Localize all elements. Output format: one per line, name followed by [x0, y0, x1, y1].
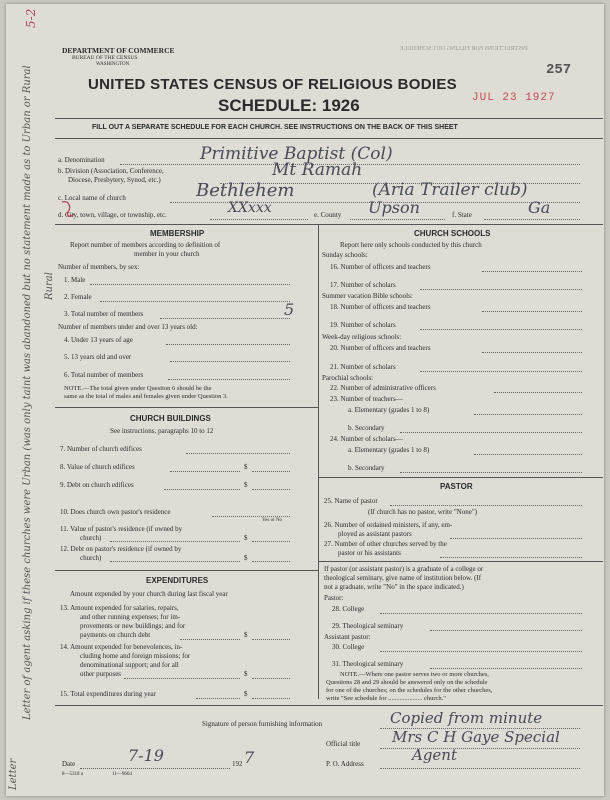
- q24: 24. Number of scholars—: [330, 435, 403, 443]
- q13-line-4: payments on church debt: [80, 631, 151, 639]
- date-value: 7-19: [128, 746, 164, 765]
- schools-heading: CHURCH SCHOOLS: [414, 229, 491, 238]
- q13-line-1: 13. Amount expended for salaries, repairs,: [60, 604, 179, 612]
- q12-debt-2: church): [80, 554, 102, 562]
- q22: 22. Number of administrative officers: [330, 384, 436, 392]
- pastor-note-2: Questions 28 and 29 should be answered only on the schedule: [326, 679, 488, 686]
- membership-note-2: same as the total of males and females given under Question 3.: [64, 393, 228, 400]
- q12-debt: 12. Debt on pastor's residence (if owned by: [60, 545, 182, 553]
- q4-under-13: 4. Under 13 years of age: [64, 336, 133, 344]
- expenditures-heading: EXPENDITURES: [146, 576, 209, 585]
- county-value: Upson: [368, 198, 420, 217]
- q11-value-2: church): [80, 534, 102, 542]
- q13-dollar: $: [244, 631, 248, 639]
- q20: 20. Number of officers and teachers: [330, 344, 431, 352]
- q29: 29. Theological seminary: [332, 622, 404, 630]
- form-title: UNITED STATES CENSUS OF RELIGIOUS BODIES: [88, 76, 457, 93]
- q9-debt: 9. Debt on church edifices: [60, 481, 134, 489]
- official-title-label: Official title: [326, 740, 361, 748]
- q8-value: 8. Value of church edifices: [60, 463, 135, 471]
- pastor-note-4: write "See schedule for ..................... church.": [326, 695, 446, 702]
- instruction-banner: FILL OUT A SEPARATE SCHEDULE FOR EACH CHURCH. SEE INSTRUCTIONS ON THE BACK OF THIS SHEET: [92, 124, 458, 131]
- q14-line-3: denominational support; and for all: [80, 661, 179, 669]
- q25-note: (If church has no pastor, write "None"): [368, 508, 478, 516]
- summer-schools: Summer vacation Bible schools:: [322, 292, 413, 300]
- city-label: WASHINGTON: [96, 62, 130, 67]
- form-subtitle: SCHEDULE: 1926: [218, 96, 360, 115]
- city-field-value: XXxxx: [228, 200, 272, 216]
- po-address-label: P. O. Address: [326, 760, 364, 768]
- local-name-value: Bethlehem: [196, 180, 295, 201]
- q3-total: 3. Total number of members: [64, 310, 144, 318]
- q14-dollar: $: [244, 670, 248, 678]
- local-name-note: (Aria Trailer club): [372, 180, 528, 200]
- q3-total-value: 5: [284, 300, 295, 319]
- assistant-sub-label: Assistant pastor:: [324, 633, 371, 641]
- q2-female: 2. Female: [64, 293, 92, 301]
- division-value: Mt Ramah: [272, 160, 363, 180]
- q8-dollar: $: [244, 463, 248, 471]
- local-name-label: c. Local name of church: [58, 194, 126, 202]
- q14-line-4: other purposes: [80, 670, 122, 678]
- left-margin-note: Letter of agent asking if these churches were Urban (was only taint was abandoned but no statement made as to Urban or Rural: [22, 65, 33, 720]
- q21: 21. Number of scholars: [330, 363, 396, 371]
- q7-edifices: 7. Number of church edifices: [60, 445, 142, 453]
- weekday-schools: Week-day religious schools:: [322, 333, 402, 341]
- graduate-intro-2: theological seminary, give name of institution below. (If: [324, 574, 482, 582]
- form-code-2: 11—9664: [112, 772, 132, 777]
- q19: 19. Number of scholars: [330, 321, 396, 329]
- q13-line-3: provements or new buildings; and for: [80, 622, 186, 630]
- state-value: Ga: [528, 198, 551, 217]
- q27-2: pastor or his assistants: [338, 549, 401, 557]
- buildings-intro: See instructions, paragraphs 10 to 12: [110, 427, 214, 435]
- q15-total: 15. Total expenditures during year: [60, 690, 156, 698]
- q11-value: 11. Value of pastor's residence (if owned by: [60, 525, 183, 533]
- pastor-note: NOTE.—Where one pastor serves two or more churches,: [340, 671, 489, 678]
- q14-line-1: 14. Amount expended for benevolences, in-: [60, 643, 183, 651]
- department-label: DEPARTMENT OF COMMERCE: [62, 46, 175, 55]
- q15-dollar: $: [244, 690, 248, 698]
- reverse-show-through: INSTRUCTIONS FOR FILLING OUT SCHEDULE: [400, 46, 528, 52]
- signature-label: Signature of person furnishing information: [202, 720, 323, 728]
- po-address-value: Agent: [412, 746, 457, 764]
- county-label: e. County: [314, 211, 342, 219]
- expenditures-intro: Amount expended by your church during last fiscal year: [70, 590, 228, 598]
- denomination-label: a. Denomination: [58, 156, 105, 164]
- pastor-note-3: for one of the churches; on the schedules for the other churches,: [326, 687, 493, 694]
- left-margin-note-2: Rural: [44, 272, 55, 300]
- graduate-intro: If pastor (or assistant pastor) is a graduate of a college or: [324, 565, 484, 573]
- pastor-heading: PASTOR: [440, 482, 473, 491]
- q5-13-and-over: 5. 13 years old and over: [64, 353, 132, 361]
- pastor-sub-label: Pastor:: [324, 594, 344, 602]
- q12-dollar: $: [244, 554, 248, 562]
- q23: 23. Number of teachers—: [330, 395, 403, 403]
- q28: 28. College: [332, 605, 365, 613]
- q26: 26. Number of ordained ministers, if any, em-: [324, 521, 453, 529]
- q31: 31. Theological seminary: [332, 660, 404, 668]
- q16: 16. Number of officers and teachers: [330, 263, 431, 271]
- q23b: b. Secondary: [348, 424, 385, 432]
- received-date-stamp: JUL 23 1927: [472, 92, 556, 104]
- q25: 25. Name of pastor: [324, 497, 378, 505]
- q11-dollar: $: [244, 534, 248, 542]
- age-intro: Number of members under and over 13 years old:: [58, 323, 198, 331]
- check-mark-icon: [60, 198, 78, 220]
- parochial-schools: Parochial schools:: [322, 374, 374, 382]
- form-number: 257: [546, 62, 572, 78]
- q18: 18. Number of officers and teachers: [330, 303, 431, 311]
- membership-note: NOTE.—The total given under Question 6 should be the: [64, 385, 212, 392]
- membership-intro: Report number of members according to definition of: [70, 241, 221, 249]
- division-label-2: Diocese, Presbytery, Synod, etc.): [68, 176, 161, 184]
- q14-line-2: cluding home and foreign missions; for: [80, 652, 191, 660]
- city-field-label: d. City, town, village, or township, etc.: [58, 211, 167, 219]
- year-label: 192: [232, 760, 243, 768]
- q9-dollar: $: [244, 481, 248, 489]
- denomination-value: Primitive Baptist (Col): [200, 144, 393, 164]
- sunday-schools: Sunday schools:: [322, 251, 368, 259]
- corner-note: 5-2: [24, 8, 38, 28]
- membership-heading: MEMBERSHIP: [150, 229, 205, 238]
- state-label: f. State: [452, 211, 472, 219]
- q13-line-2: and other running expenses; for im-: [80, 613, 181, 621]
- q1-male: 1. Male: [64, 276, 86, 284]
- q23a: a. Elementary (grades 1 to 8): [348, 406, 430, 414]
- year-value: 7: [244, 748, 255, 767]
- yes-no-hint: Yes or No: [262, 518, 283, 523]
- q10-residence: 10. Does church own pastor's residence: [60, 508, 171, 516]
- members-by-sex: Number of members, by sex:: [58, 263, 140, 271]
- division-label: b. Division (Association, Conference,: [58, 167, 164, 175]
- membership-intro-2: member in your church: [134, 250, 200, 258]
- bureau-label: BUREAU OF THE CENSUS: [72, 55, 138, 61]
- schools-intro: Report here only schools conducted by this church: [340, 241, 482, 249]
- signature-value: Copied from minute: [390, 709, 543, 727]
- q17: 17. Number of scholars: [330, 281, 396, 289]
- buildings-heading: CHURCH BUILDINGS: [130, 414, 211, 423]
- q27: 27. Number of other churches served by the: [324, 540, 447, 548]
- graduate-intro-3: not a graduate, write "No" in the space indicated.): [324, 583, 464, 591]
- q30: 30. College: [332, 643, 365, 651]
- date-label: Date: [62, 760, 76, 768]
- official-title-value: Mrs C H Gaye Special: [392, 728, 560, 746]
- bottom-left-note: Letter: [8, 758, 19, 790]
- q26-2: ployed as assistant pastors: [338, 530, 412, 538]
- q24a: a. Elementary (grades 1 to 8): [348, 446, 430, 454]
- form-code: 8—5318 a: [62, 772, 83, 777]
- q24b: b. Secondary: [348, 464, 385, 472]
- q6-total: 6. Total number of members: [64, 371, 144, 379]
